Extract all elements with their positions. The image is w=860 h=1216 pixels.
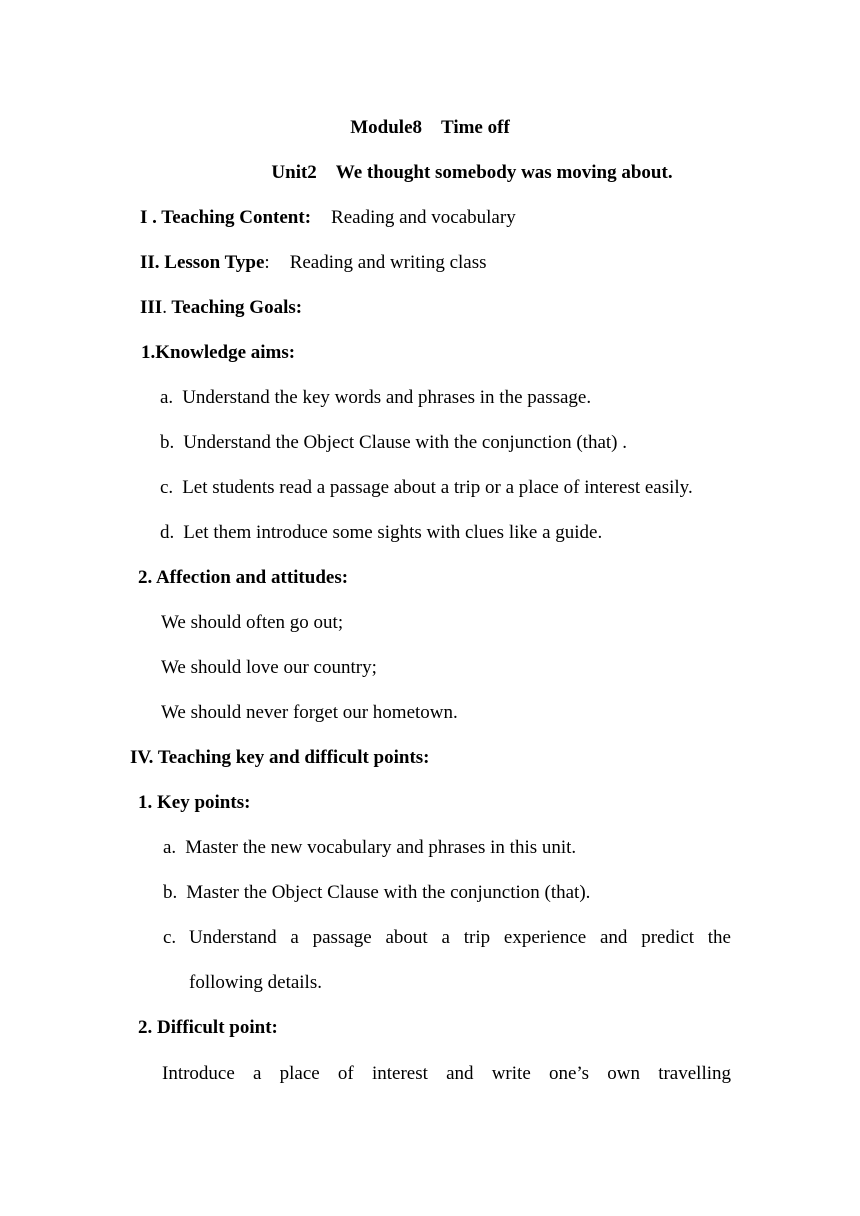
section-label: II. Lesson Type bbox=[140, 252, 265, 273]
affection-line: We should never forget our hometown. bbox=[161, 702, 458, 723]
list-item bbox=[163, 881, 590, 905]
list-item bbox=[160, 521, 602, 545]
list-text-continuation: following details. bbox=[189, 972, 322, 993]
list-item bbox=[163, 926, 176, 950]
list-marker: b. bbox=[160, 432, 175, 453]
section-dot: . bbox=[162, 297, 167, 318]
list-text: Understand the Object Clause with the conjunction (that) . bbox=[183, 432, 627, 453]
section-label: I . Teaching Content: bbox=[140, 207, 312, 228]
section-teaching-goals bbox=[140, 296, 302, 320]
list-text: Master the new vocabulary and phrases in this unit. bbox=[185, 837, 577, 858]
list-text: Master the Object Clause with the conjunction (that). bbox=[186, 882, 591, 903]
list-marker: d. bbox=[160, 522, 175, 543]
list-marker: b. bbox=[163, 882, 178, 903]
list-item bbox=[163, 836, 576, 860]
list-item bbox=[160, 431, 627, 455]
list-item bbox=[160, 386, 591, 410]
section-roman: III bbox=[140, 297, 163, 318]
document-title: Module8 Time off bbox=[350, 117, 510, 138]
key-points-heading: 1. Key points: bbox=[138, 792, 251, 813]
section-colon: : bbox=[264, 252, 270, 273]
list-marker: c. bbox=[160, 477, 174, 498]
affection-line: We should often go out; bbox=[161, 612, 344, 633]
section-label: Teaching Goals: bbox=[166, 297, 303, 318]
list-text: Understand the key words and phrases in the passage. bbox=[182, 387, 592, 408]
affection-heading: 2. Affection and attitudes: bbox=[138, 567, 349, 588]
list-marker: a. bbox=[163, 837, 177, 858]
section-key-difficult-points: IV. Teaching key and difficult points: bbox=[130, 747, 430, 768]
list-text: Let students read a passage about a trip or a place of interest easily. bbox=[182, 477, 693, 498]
section-lesson-type bbox=[140, 251, 487, 275]
difficult-point-text: Introduce a place of interest and write one’s own travelling bbox=[162, 1063, 731, 1084]
list-text: Let them introduce some sights with clues like a guide. bbox=[183, 522, 603, 543]
difficult-point-heading: 2. Difficult point: bbox=[138, 1017, 278, 1038]
section-value: Reading and writing class bbox=[289, 252, 487, 273]
section-value: Reading and vocabulary bbox=[331, 207, 516, 228]
list-marker: c. bbox=[163, 927, 177, 948]
list-item bbox=[160, 476, 693, 500]
document-subtitle: Unit2 We thought somebody was moving about. bbox=[271, 162, 673, 183]
list-text: Understand a passage about a trip experience and predict the bbox=[189, 927, 731, 948]
section-teaching-content bbox=[140, 206, 516, 230]
knowledge-aims-heading: 1.Knowledge aims: bbox=[141, 342, 296, 363]
affection-line: We should love our country; bbox=[161, 657, 377, 678]
list-marker: a. bbox=[160, 387, 174, 408]
